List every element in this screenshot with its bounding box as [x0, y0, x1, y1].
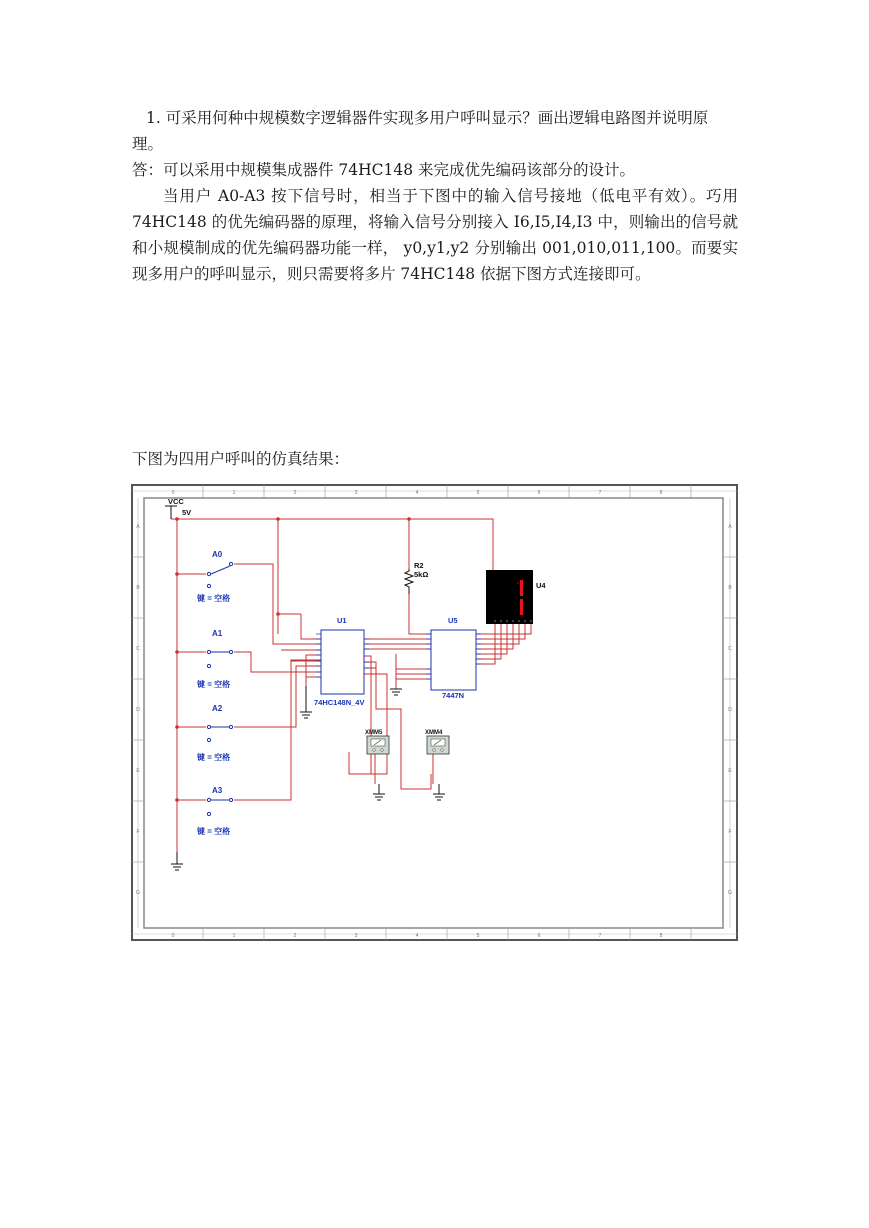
- multimeter-xmm4: [427, 736, 449, 754]
- switch-a3-name: A3: [212, 786, 223, 795]
- grid-column-label: 6: [537, 933, 541, 939]
- grid-column-label: 0: [171, 490, 175, 496]
- switch-a2-name: A2: [212, 704, 223, 713]
- meter-xmm4-label: XMM4: [425, 730, 443, 736]
- grid-row-label: F: [136, 829, 140, 835]
- switch-a1-key: 键 = 空格: [197, 680, 231, 689]
- grid-row-label: D: [728, 707, 732, 713]
- grid-column-label: 1: [232, 490, 236, 496]
- switch-a3-key: 键 = 空格: [197, 827, 231, 836]
- grid-column-label: 1: [232, 933, 236, 939]
- seven-segment-display: [486, 570, 533, 624]
- switch-a1-name: A1: [212, 629, 223, 638]
- grid-column-label: 4: [415, 933, 419, 939]
- switch-a0-key: 键 = 空格: [197, 594, 231, 603]
- answer-text: 答：可以采用中规模集成器件 74HC148 来完成优先编码该部分的设计。: [132, 161, 636, 179]
- grid-column-label: 8: [659, 490, 663, 496]
- grid-column-label: 5: [476, 933, 480, 939]
- grid-row-label: C: [728, 646, 732, 652]
- grid-row-label: E: [136, 768, 140, 774]
- multimeter-xmm5: [367, 736, 389, 754]
- circuit-schematic: [131, 484, 738, 941]
- resistor-name: R2: [414, 561, 424, 570]
- decoder-chip: [431, 630, 476, 690]
- meter-xmm5-label: XMM5: [365, 730, 383, 736]
- grid-row-label: A: [728, 524, 732, 530]
- answer-explanation: 当用户 A0-A3 按下信号时，相当于下图中的输入信号接地（低电平有效）。巧用 74HC148 的优先编码器的原理，将输入信号分别接入 I6,I5,I4,I3 中，则输出的信号就和小规模制成的优先编码器功能一样， y0,y1,y2 分别输出 001,010,011,100。而要实现多用户的呼叫显示，则只需要将多片 74HC148 依据下图方式连接即可。: [132, 187, 738, 283]
- switch-a2-key: 键 = 空格: [197, 753, 231, 762]
- figure-caption: 下图为四用户呼叫的仿真结果：: [132, 450, 350, 468]
- encoder-name: U1: [337, 616, 347, 625]
- switch-a0-name: A0: [212, 550, 223, 559]
- resistor-value: 5kΩ: [414, 570, 429, 579]
- grid-row-label: B: [136, 585, 140, 591]
- grid-row-label: D: [136, 707, 140, 713]
- vcc-label: VCC: [168, 497, 184, 506]
- grid-column-label: 7: [598, 933, 602, 939]
- display-name: U4: [536, 581, 546, 590]
- grid-row-label: G: [728, 890, 732, 896]
- grid-row-label: C: [136, 646, 140, 652]
- grid-row-label: B: [728, 585, 732, 591]
- question-text: 1. 可采用何种中规模数字逻辑器件实现多用户呼叫显示？画出逻辑电路图并说明原理。: [132, 109, 709, 153]
- decoder-name: U5: [448, 616, 458, 625]
- grid-column-label: 3: [354, 933, 358, 939]
- grid-column-label: 2: [293, 490, 297, 496]
- grid-column-label: 2: [293, 933, 297, 939]
- encoder-chip: [321, 630, 364, 694]
- grid-row-label: G: [136, 890, 140, 896]
- grid-column-label: 4: [415, 490, 419, 496]
- grid-column-label: 7: [598, 490, 602, 496]
- decoder-part: 7447N: [442, 691, 465, 700]
- grid-row-label: A: [136, 524, 140, 530]
- grid-row-label: E: [728, 768, 732, 774]
- grid-column-label: 3: [354, 490, 358, 496]
- grid-column-label: 6: [537, 490, 541, 496]
- grid-row-label: F: [728, 829, 732, 835]
- grid-column-label: 8: [659, 933, 663, 939]
- encoder-part: 74HC148N_4V: [314, 698, 365, 707]
- grid-column-label: 5: [476, 490, 480, 496]
- grid-column-label: 0: [171, 933, 175, 939]
- vcc-value: 5V: [182, 508, 192, 517]
